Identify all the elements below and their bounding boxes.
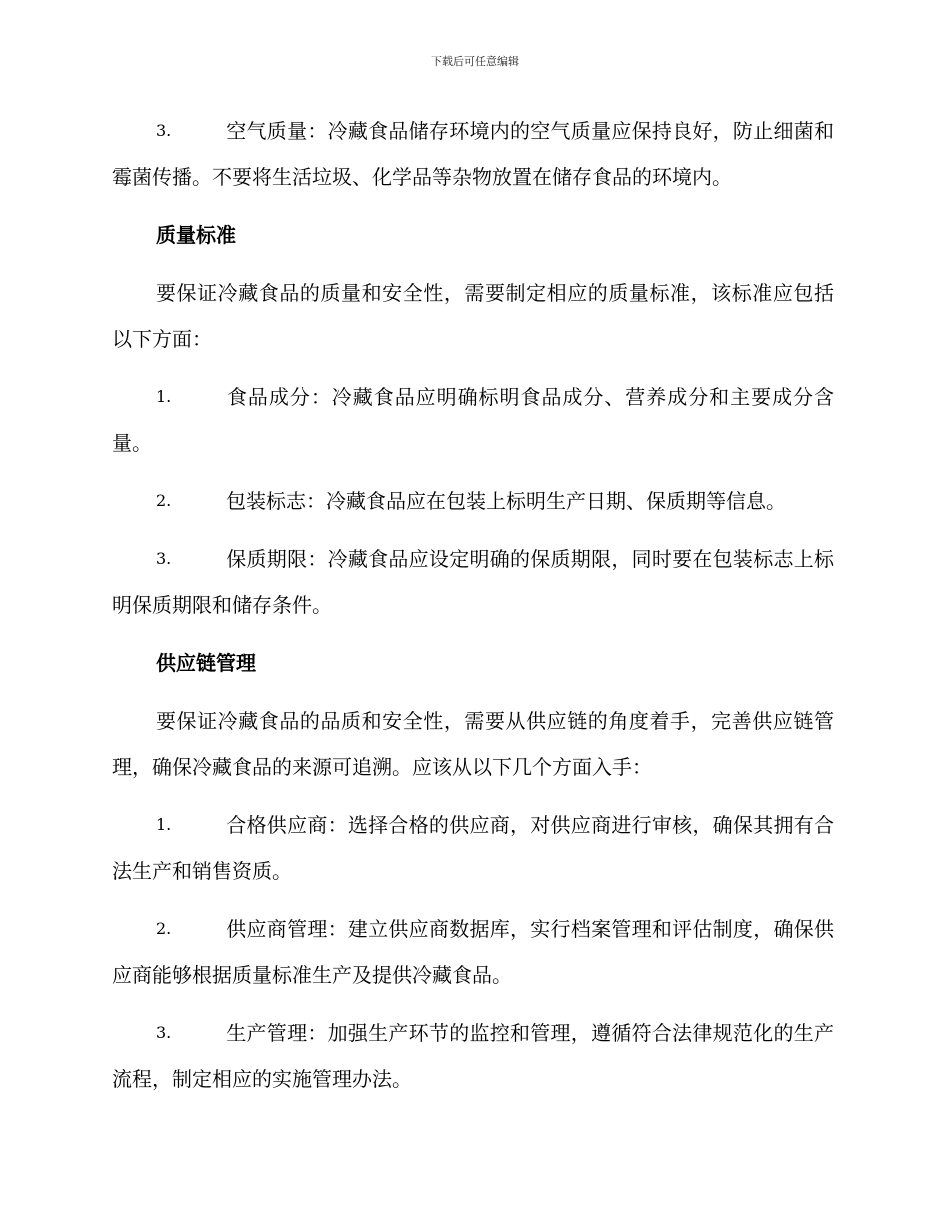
list-item: [112, 802, 834, 894]
list-item-text: 空气质量：冷藏食品储存环境内的空气质量应保持良好，防止细菌和霉菌传播。不要将生活垃圾、化学品等杂物放置在储存食品的环境内。: [112, 119, 834, 189]
list-item-text: 保质期限：冷藏食品应设定明确的保质期限，同时要在包装标志上标明保质期限和储存条件。: [112, 547, 834, 617]
section-heading: 供应链管理: [156, 651, 256, 675]
list-item: [112, 536, 834, 628]
list-item-number: 1.: [156, 815, 172, 834]
header-note: 下载后可任意编辑: [431, 55, 519, 68]
list-item-number: 3.: [156, 121, 172, 140]
list-item: [112, 1010, 834, 1102]
list-item-number: 3.: [156, 549, 172, 568]
list-item-number: 2.: [156, 491, 172, 510]
paragraph: 要保证冷藏食品的品质和安全性，需要从供应链的角度着手，完善供应链管理，确保冷藏食品的来源可追溯。应该从以下几个方面入手：: [112, 709, 834, 779]
list-item-text: 生产管理：加强生产环节的监控和管理，遵循符合法律规范化的生产流程，制定相应的实施管理办法。: [112, 1021, 834, 1091]
list-item: [112, 478, 834, 524]
document-body: [112, 108, 834, 1114]
list-item-text: 食品成分：冷藏食品应明确标明食品成分、营养成分和主要成分含量。: [112, 385, 834, 455]
section-heading: 质量标准: [156, 223, 236, 247]
list-item-text: 包装标志：冷藏食品应在包装上标明生产日期、保质期等信息。: [226, 489, 786, 513]
list-item-number: 2.: [156, 919, 172, 938]
list-item: [112, 906, 834, 998]
list-item-number: 1.: [156, 387, 172, 406]
paragraph: 要保证冷藏食品的质量和安全性，需要制定相应的质量标准，该标准应包括以下方面：: [112, 281, 834, 351]
list-item: [112, 108, 834, 200]
list-item-number: 3.: [156, 1023, 172, 1042]
list-item-text: 合格供应商：选择合格的供应商，对供应商进行审核，确保其拥有合法生产和销售资质。: [112, 813, 834, 883]
list-item: [112, 374, 834, 466]
list-item-text: 供应商管理：建立供应商数据库，实行档案管理和评估制度，确保供应商能够根据质量标准生产及提供冷藏食品。: [112, 917, 834, 987]
